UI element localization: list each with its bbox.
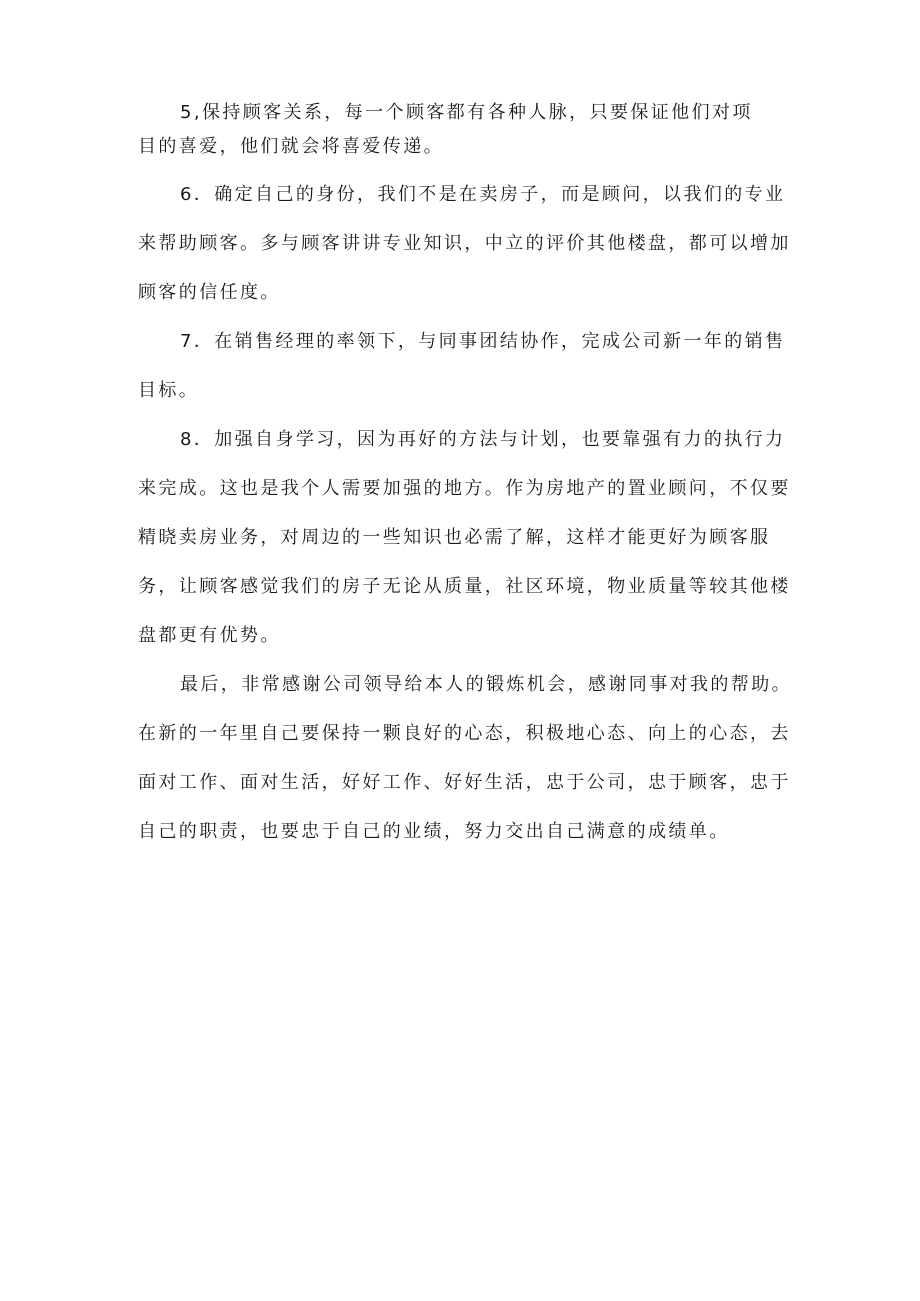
- paragraph-item-8: 8．加强自身学习，因为再好的方法与计划，也要靠强有力的执行力来完成。这也是我个人需要加强的地方。作为房地产的置业顾问，不仅要精晓卖房业务，对周边的一些知识也必需了解，这样才能更好为顾客服务，让顾客感觉我们的房子无论从质量，社区环境，物业质量等较其他楼盘都更有优势。: [138, 429, 791, 646]
- paragraph-item-6: 6．确定自己的身份，我们不是在卖房子，而是顾问，以我们的专业来帮助顾客。多与顾客讲讲专业知识，中立的评价其他楼盘，都可以增加顾客的信任度。: [138, 184, 791, 303]
- document-body: [138, 96, 792, 856]
- paragraph-item-5: [138, 96, 792, 164]
- paragraph-closing: 最后，非常感谢公司领导给本人的锻炼机会，感谢同事对我的帮助。在新的一年里自己要保持一颗良好的心态，积极地心态、向上的心态，去面对工作、面对生活，好好工作、好好生活，忠于公司，忠于顾客，忠于自己的职责，也要忠于自己的业绩，努力交出自己满意的成绩单。: [138, 674, 792, 842]
- paragraph-item-7: 7．在销售经理的率领下，与同事团结协作，完成公司新一年的销售目标。: [138, 331, 786, 401]
- paragraph-item-5-line-2: 目的喜爱，他们就会将喜爱传递。: [138, 136, 444, 157]
- paragraph-item-5-line-1: 5,保持顾客关系，每一个顾客都有各种人脉，只要保证他们对项: [180, 102, 753, 123]
